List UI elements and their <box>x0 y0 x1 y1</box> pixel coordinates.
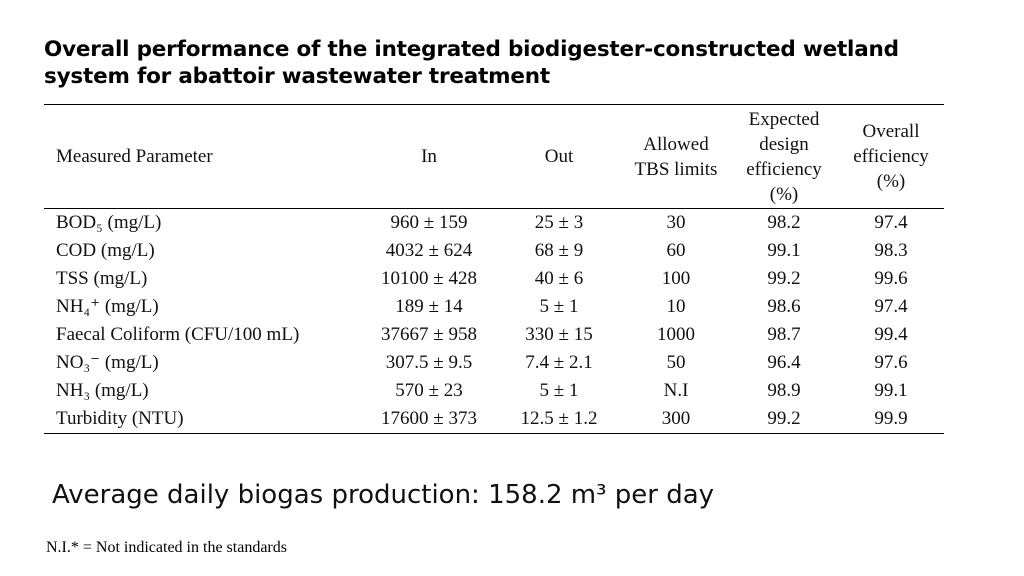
cell-tbs-limit: 100 <box>661 268 691 289</box>
table-row <box>44 349 944 377</box>
table-row <box>44 405 944 434</box>
cell-expected-efficiency: 98.2 <box>767 212 801 233</box>
header-measured-parameter: Measured Parameter <box>44 105 362 209</box>
header-in: In <box>362 105 496 209</box>
cell-tbs-limit: 30 <box>666 212 686 233</box>
cell-overall-efficiency: 97.4 <box>874 296 908 317</box>
cell-parameter: NH₃ (mg/L) <box>56 380 149 401</box>
cell-in: 37667 ± 958 <box>381 324 477 345</box>
header-expected-design-efficiency: Expected design efficiency (%) <box>730 105 838 209</box>
table-row <box>44 377 944 405</box>
table-body <box>44 209 944 434</box>
slide-title-line-1: Overall performance of the integrated biodigester-constructed wetland <box>44 37 899 62</box>
cell-expected-efficiency: 98.9 <box>767 380 801 401</box>
cell-expected-efficiency: 99.2 <box>767 268 801 289</box>
table-row <box>44 293 944 321</box>
cell-tbs-limit: 10 <box>666 296 686 317</box>
cell-parameter: COD (mg/L) <box>56 240 155 261</box>
cell-out: 5 ± 1 <box>539 380 579 401</box>
cell-parameter: NH₄⁺ (mg/L) <box>56 296 159 317</box>
performance-table <box>44 104 944 434</box>
cell-in: 307.5 ± 9.5 <box>385 352 473 373</box>
cell-overall-efficiency: 97.4 <box>874 212 908 233</box>
cell-out: 12.5 ± 1.2 <box>496 405 622 434</box>
cell-overall-efficiency: 99.1 <box>874 380 908 401</box>
cell-parameter: Turbidity (NTU) <box>44 405 362 434</box>
footnote: N.I.* = Not indicated in the standards <box>46 539 287 556</box>
table-row <box>44 209 944 238</box>
header-allowed-tbs-limits: Allowed TBS limits <box>622 105 730 209</box>
cell-expected-efficiency: 98.7 <box>767 324 801 345</box>
cell-in: 570 ± 23 <box>395 380 463 401</box>
cell-tbs-limit: 300 <box>622 405 730 434</box>
cell-expected-efficiency: 96.4 <box>767 352 801 373</box>
cell-overall-efficiency: 98.3 <box>874 240 908 261</box>
cell-parameter: BOD₅ (mg/L) <box>56 212 162 233</box>
cell-parameter: Faecal Coliform (CFU/100 mL) <box>56 324 300 345</box>
cell-overall-efficiency: 99.9 <box>838 405 944 434</box>
cell-expected-efficiency: 98.6 <box>767 296 801 317</box>
cell-in: 4032 ± 624 <box>385 240 473 261</box>
slide-title-line-2: system for abattoir wastewater treatment <box>44 64 550 89</box>
cell-tbs-limit: 1000 <box>657 324 695 345</box>
cell-parameter: TSS (mg/L) <box>56 268 148 289</box>
cell-out: 25 ± 3 <box>534 212 584 233</box>
cell-in: 189 ± 14 <box>395 296 463 317</box>
header-overall-efficiency: Overall efficiency (%) <box>838 105 944 209</box>
cell-in: 17600 ± 373 <box>362 405 496 434</box>
table-header-row <box>44 105 944 209</box>
cell-out: 5 ± 1 <box>539 296 579 317</box>
cell-overall-efficiency: 99.4 <box>874 324 908 345</box>
cell-overall-efficiency: 99.6 <box>874 268 908 289</box>
cell-out: 330 ± 15 <box>525 324 593 345</box>
cell-in: 10100 ± 428 <box>381 268 477 289</box>
cell-tbs-limit: 60 <box>666 240 686 261</box>
cell-parameter: NO₃⁻ (mg/L) <box>56 352 159 373</box>
cell-out: 40 ± 6 <box>534 268 584 289</box>
biogas-production-text: Average daily biogas production: 158.2 m³ per day <box>52 480 715 510</box>
slide-title <box>44 36 964 90</box>
cell-out: 7.4 ± 2.1 <box>525 352 593 373</box>
table-row <box>44 321 944 349</box>
cell-expected-efficiency: 99.2 <box>730 405 838 434</box>
cell-expected-efficiency: 99.1 <box>767 240 801 261</box>
cell-overall-efficiency: 97.6 <box>874 352 908 373</box>
header-out: Out <box>496 105 622 209</box>
cell-out: 68 ± 9 <box>534 240 584 261</box>
cell-tbs-limit: 50 <box>666 352 686 373</box>
cell-tbs-limit: N.I <box>663 380 689 401</box>
table-row <box>44 265 944 293</box>
table-row <box>44 237 944 265</box>
cell-in: 960 ± 159 <box>390 212 468 233</box>
